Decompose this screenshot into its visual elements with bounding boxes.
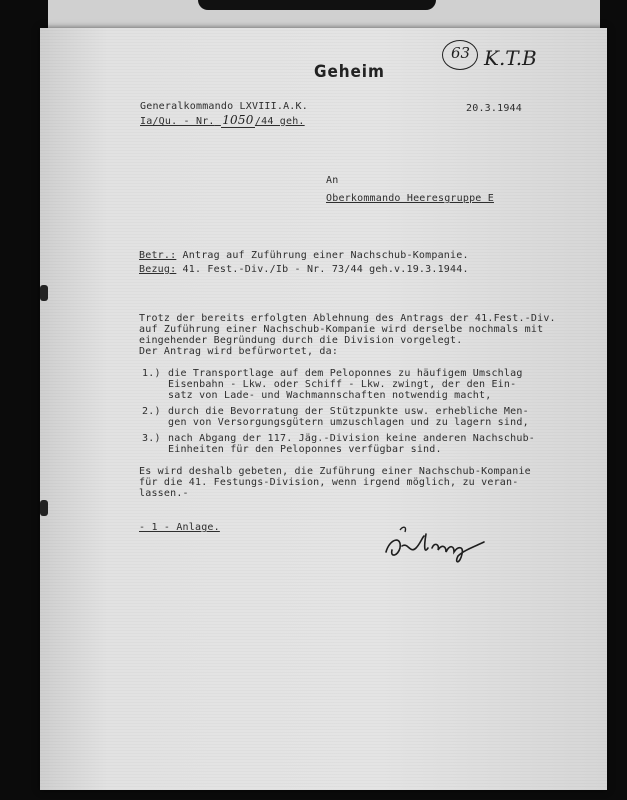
sender-line-1: Generalkommando LXVIII.A.K. [140, 101, 308, 112]
subject-label: Betr.: [139, 250, 177, 261]
classification-stamp: Geheim [314, 62, 385, 82]
sender-prefix: Ia/Qu. - Nr. [140, 116, 215, 127]
archive-mark: K.T.B [484, 46, 537, 70]
sender-number: 1050 [222, 113, 254, 127]
enclosure-note: - 1 - Anlage. [139, 522, 220, 533]
reference-label: Bezug: [139, 264, 177, 275]
closing-line: lassen.- [139, 488, 189, 499]
recipient-label: An [326, 175, 339, 186]
reason-line: durch die Bevorratung der Stützpunkte usw. erhebliche Men- [168, 406, 529, 417]
subject-text: Antrag auf Zuführung einer Nachschub-Kompanie. [176, 250, 469, 261]
sender-line-2 [140, 113, 305, 128]
punch-hole [40, 500, 48, 516]
reference-text: 41. Fest.-Div./Ib - Nr. 73/44 geh.v.19.3.1944. [176, 264, 469, 275]
reason-line: satz von Lade- und Wachmannschaften notwendig macht, [168, 390, 492, 401]
body-line: Trotz der bereits erfolgten Ablehnung des Antrags der 41.Fest.-Div. [139, 313, 556, 324]
signature [380, 524, 500, 568]
subject-line [139, 250, 469, 261]
reason-line: nach Abgang der 117. Jäg.-Division keine anderen Nachschub- [168, 433, 536, 444]
reason-line: gen von Versorgungsgütern umzuschlagen und zu lagern sind, [168, 417, 529, 428]
reference-line [139, 264, 469, 275]
closing-line: Es wird deshalb gebeten, die Zuführung einer Nachschub-Kompanie [139, 466, 531, 477]
reason-number: 3.) [142, 433, 161, 444]
binder-clip [198, 0, 436, 10]
reason-line: die Transportlage auf dem Peloponnes zu häufigem Umschlag [168, 368, 523, 379]
letter-date: 20.3.1944 [466, 103, 522, 114]
body-line: Der Antrag wird befürwortet, da: [139, 346, 339, 357]
reason-line: Eisenbahn - Lkw. oder Schiff - Lkw. zwingt, der den Ein- [168, 379, 517, 390]
archive-number: 63 [451, 44, 471, 62]
recipient: Oberkommando Heeresgruppe E [326, 193, 494, 204]
closing-line: für die 41. Festungs-Division, wenn irgend möglich, zu veran- [139, 477, 519, 488]
punch-hole [40, 285, 48, 301]
body-line: auf Zuführung einer Nachschub-Kompanie wird derselbe nochmals mit [139, 324, 544, 335]
sender-suffix: /44 geh. [254, 116, 305, 127]
reason-line: Einheiten für den Peloponnes verfügbar sind. [168, 444, 442, 455]
reason-number: 1.) [142, 368, 161, 379]
reason-number: 2.) [142, 406, 161, 417]
body-line: eingehender Begründung durch die Division vorgelegt. [139, 335, 463, 346]
